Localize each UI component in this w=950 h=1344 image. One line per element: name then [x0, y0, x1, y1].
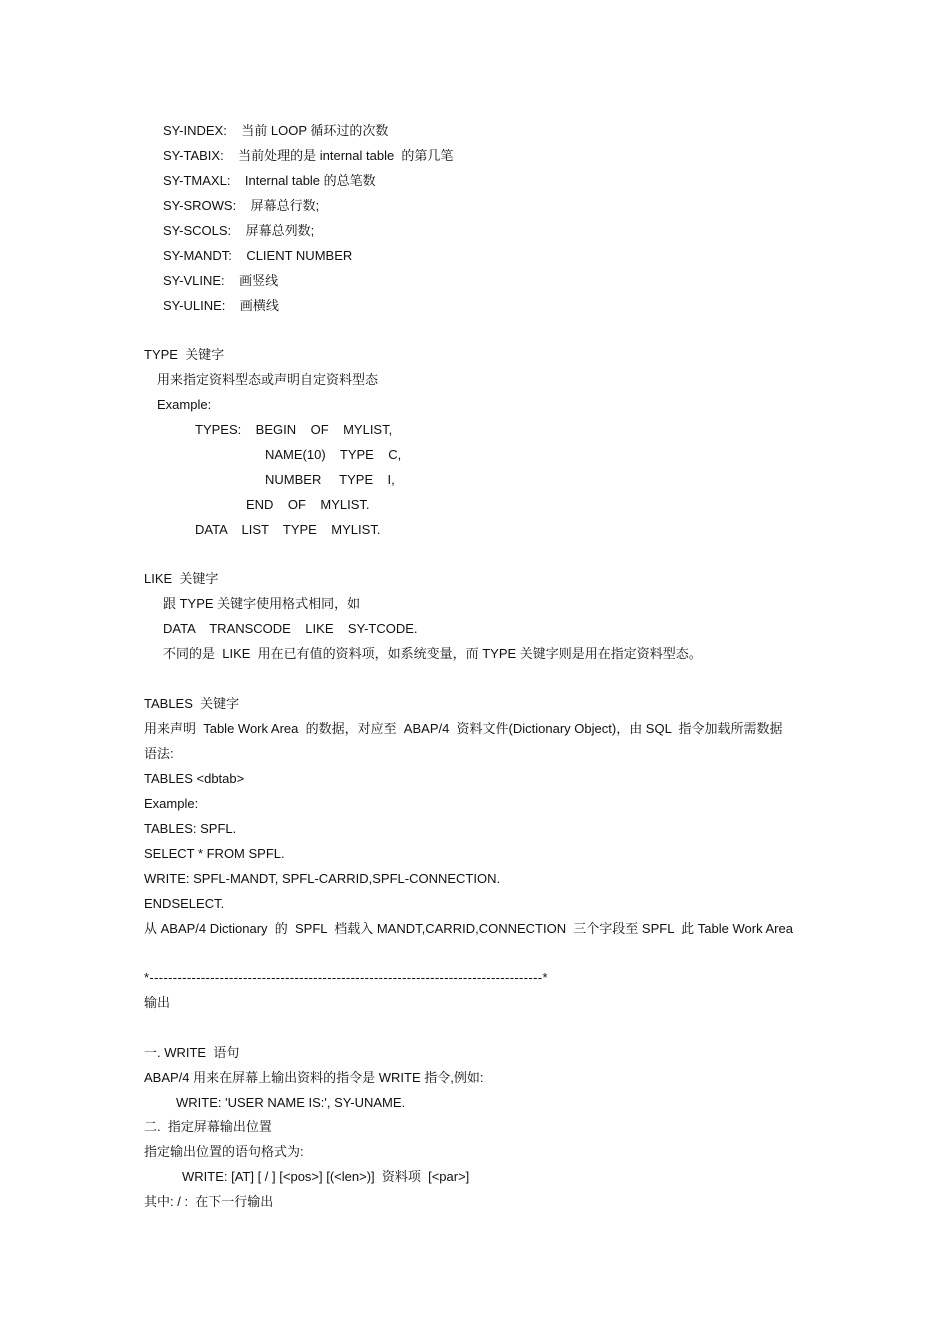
- tables-line: TABLES: SPFL.: [144, 821, 237, 836]
- output-line: 其中: / : 在下一行输出: [144, 1194, 274, 1209]
- type-heading: TYPE 关键字: [144, 347, 225, 362]
- output-heading: 输出: [144, 995, 171, 1010]
- like-line: DATA TRANSCODE LIKE SY-TCODE.: [163, 621, 418, 636]
- sy-tmaxl-line: SY-TMAXL: Internal table 的总笔数: [163, 173, 376, 188]
- sy-srows-line: SY-SROWS: 屏幕总行数;: [163, 198, 320, 213]
- tables-line: Example:: [144, 796, 199, 811]
- like-line: 跟 TYPE 关键字使用格式相同，如: [163, 596, 361, 611]
- output-line: ABAP/4 用来在屏幕上输出资料的指令是 WRITE 指令,例如:: [144, 1070, 484, 1085]
- type-code-line: DATA LIST TYPE MYLIST.: [195, 522, 381, 537]
- divider-line: *------------------------------------------------------------------------------------*: [144, 970, 548, 985]
- tables-heading: TABLES 关键字: [144, 696, 240, 711]
- tables-line: ENDSELECT.: [144, 896, 225, 911]
- tables-line: SELECT * FROM SPFL.: [144, 846, 285, 861]
- output-line: 指定输出位置的语句格式为:: [144, 1144, 304, 1159]
- like-line: 不同的是 LIKE 用在已有值的资料项，如系统变量，而 TYPE 关键字则是用在指定资料型态。: [163, 646, 702, 661]
- tables-line: 语法:: [144, 746, 174, 761]
- type-description: 用来指定资料型态或声明自定资料型态: [157, 372, 379, 387]
- type-example-label: Example:: [157, 397, 212, 412]
- type-code-line: NAME(10) TYPE C,: [265, 447, 402, 462]
- like-heading: LIKE 关键字: [144, 571, 219, 586]
- tables-line: WRITE: SPFL-MANDT, SPFL-CARRID,SPFL-CONNECTION.: [144, 871, 501, 886]
- sy-uline-line: SY-ULINE: 画横线: [163, 298, 279, 313]
- tables-line: TABLES <dbtab>: [144, 771, 245, 786]
- sy-tabix-line: SY-TABIX: 当前处理的是 internal table 的第几笔: [163, 148, 454, 163]
- output-line: 一. WRITE 语句: [144, 1045, 240, 1060]
- sy-vline-line: SY-VLINE: 画竖线: [163, 273, 279, 288]
- tables-line: 从 ABAP/4 Dictionary 的 SPFL 档载入 MANDT,CARRID,CONNECTION 三个字段至 SPFL 此 Table Work Area: [144, 921, 793, 936]
- tables-line: 用来声明 Table Work Area 的数据，对应至 ABAP/4 资料文件(Dictionary Object)，由 SQL 指令加载所需数据: [144, 721, 783, 736]
- sy-index-line: SY-INDEX: 当前 LOOP 循环过的次数: [163, 123, 389, 138]
- sy-scols-line: SY-SCOLS: 屏幕总列数;: [163, 223, 315, 238]
- sy-mandt-line: SY-MANDT: CLIENT NUMBER: [163, 248, 353, 263]
- type-code-line: NUMBER TYPE I,: [265, 472, 395, 487]
- output-line: WRITE: [AT] [ / ] [<pos>] [(<len>)] 资料项 [<par>]: [182, 1169, 470, 1184]
- type-code-line: TYPES: BEGIN OF MYLIST,: [195, 422, 393, 437]
- type-code-line: END OF MYLIST.: [246, 497, 370, 512]
- output-line: 二. 指定屏幕输出位置: [144, 1119, 272, 1134]
- output-line: WRITE: 'USER NAME IS:', SY-UNAME.: [176, 1095, 406, 1110]
